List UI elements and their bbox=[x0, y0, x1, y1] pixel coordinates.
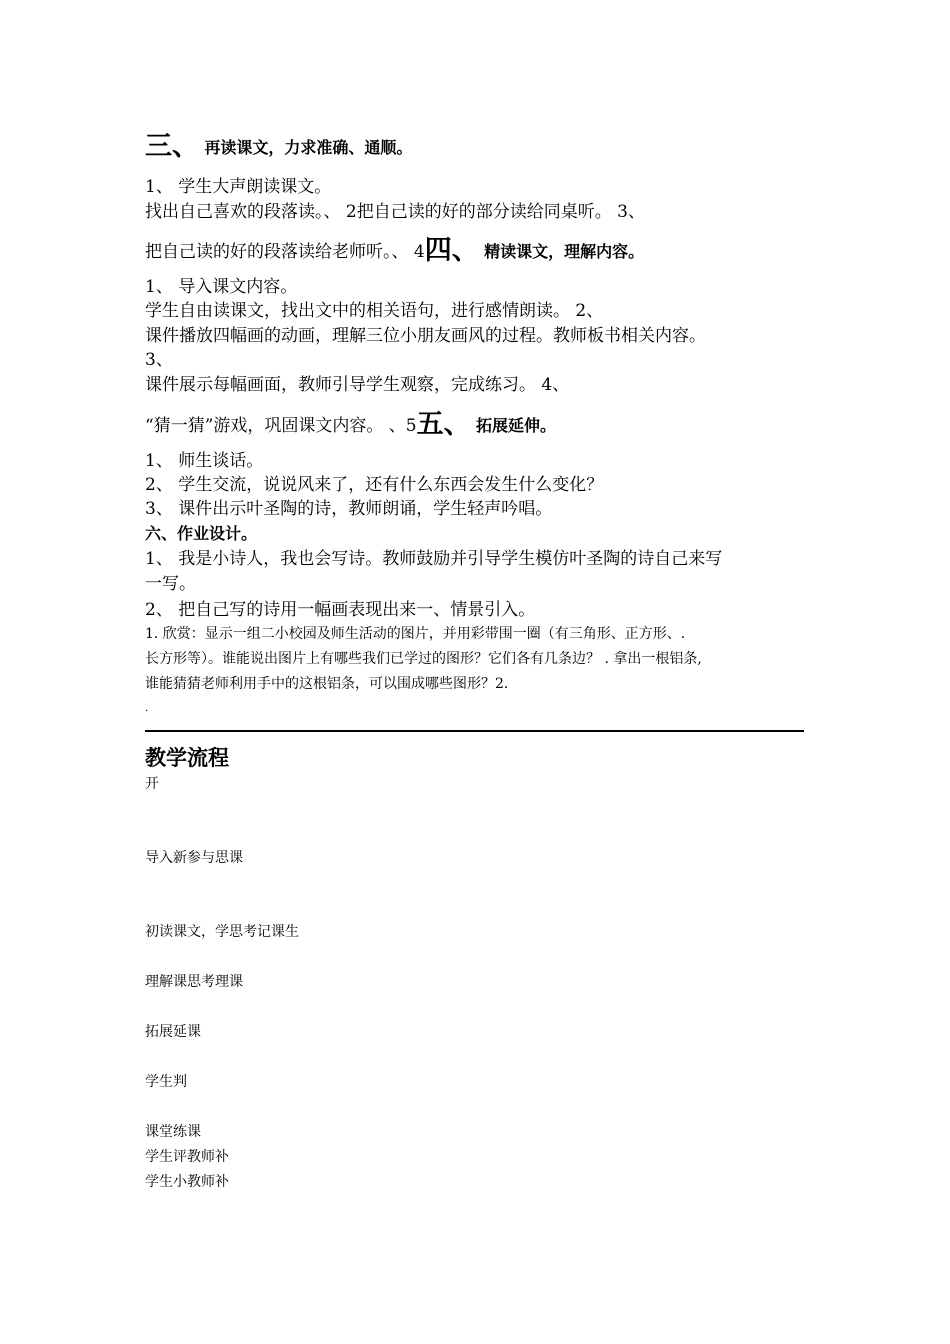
paragraph-line: 3、 bbox=[145, 350, 173, 370]
divider bbox=[145, 730, 804, 732]
paragraph-line: 1、 学生大声朗读课文。 bbox=[145, 177, 332, 197]
paragraph-line: 一写。 bbox=[145, 574, 196, 594]
section-5-heading-line bbox=[145, 409, 557, 440]
paragraph-line: 2、 把自己写的诗用一幅画表现出来一、情景引入。 bbox=[145, 600, 536, 620]
flow-item: 学生评教师补 bbox=[145, 1149, 229, 1165]
paragraph-line: 找出自己喜欢的段落读。、 2把自己读的好的部分读给同桌听。 3、 bbox=[145, 202, 645, 222]
paragraph-text: 把自己读的好的段落读给老师听。、 4 bbox=[145, 242, 425, 262]
section-4-heading-line bbox=[145, 235, 645, 266]
paragraph-line: 1. 欣赏：显示一组二小校园及师生活动的图片，并用彩带围一圈（有三角形、正方形、. bbox=[145, 626, 686, 642]
section-5-number: 五、 bbox=[416, 409, 471, 440]
section-5-title: 拓展延伸。 bbox=[476, 416, 557, 435]
paragraph-line: 1、 我是小诗人，我也会写诗。教师鼓励并引导学生模仿叶圣陶的诗自己来写 bbox=[145, 549, 723, 569]
flow-item-rest: 课 bbox=[187, 1024, 201, 1040]
section-3-title: 再读课文，力求准确、通顺。 bbox=[204, 138, 413, 157]
section-3-heading bbox=[145, 131, 413, 162]
section-4-number: 四、 bbox=[424, 235, 479, 266]
paragraph-line: 课件展示每幅画面，教师引导学生观察，完成练习。 4、 bbox=[145, 375, 570, 395]
paragraph-line: 学生自由读课文，找出文中的相关语句，进行感情朗读。 2、 bbox=[145, 301, 604, 321]
paragraph-line: 1、 导入课文内容。 bbox=[145, 277, 298, 297]
paragraph-line: 2、 学生交流，说说风来了，还有什么东西会发生什么变化？ bbox=[145, 475, 604, 495]
flow-item: 学生小教师补 bbox=[145, 1174, 229, 1190]
flow-item: 学生判 bbox=[145, 1074, 187, 1090]
paragraph-line: 3、 课件出示叶圣陶的诗，教师朗诵，学生轻声吟唱。 bbox=[145, 499, 553, 519]
paragraph-line: 长方形等）。谁能说出图片上有哪些我们已学过的图形？它们各有几条边？ . 拿出一根铝条, bbox=[145, 651, 702, 667]
paragraph-line: 课件播放四幅画的动画，理解三位小朋友画风的过程。教师板书相关内容。 bbox=[145, 326, 706, 346]
section-4-title: 精读课文，理解内容。 bbox=[484, 242, 645, 261]
paragraph-text: “猜一猜”游戏，巩固课文内容。 、5 bbox=[145, 416, 417, 436]
paragraph-line: . bbox=[145, 703, 149, 714]
flow-item: 初读课文，学思考记课生 bbox=[145, 924, 299, 940]
flow-item-prefix: 拓展延 bbox=[145, 1024, 187, 1040]
flow-item: 课堂练课 bbox=[145, 1124, 201, 1140]
section-6-heading: 六、作业设计。 bbox=[145, 524, 258, 543]
flow-item: 开 bbox=[145, 776, 159, 792]
paragraph-line: 1、 师生谈话。 bbox=[145, 451, 264, 471]
flow-item-mixed bbox=[145, 1022, 201, 1042]
flow-item: 理解课思考理课 bbox=[145, 974, 243, 990]
paragraph-line: 谁能猜猜老师利用手中的这根铝条，可以围成哪些图形？2. bbox=[145, 676, 509, 692]
flow-item: 导入新参与思课 bbox=[145, 850, 243, 866]
section-3-number: 三、 bbox=[145, 131, 199, 162]
flow-title: 教学流程 bbox=[145, 746, 229, 770]
